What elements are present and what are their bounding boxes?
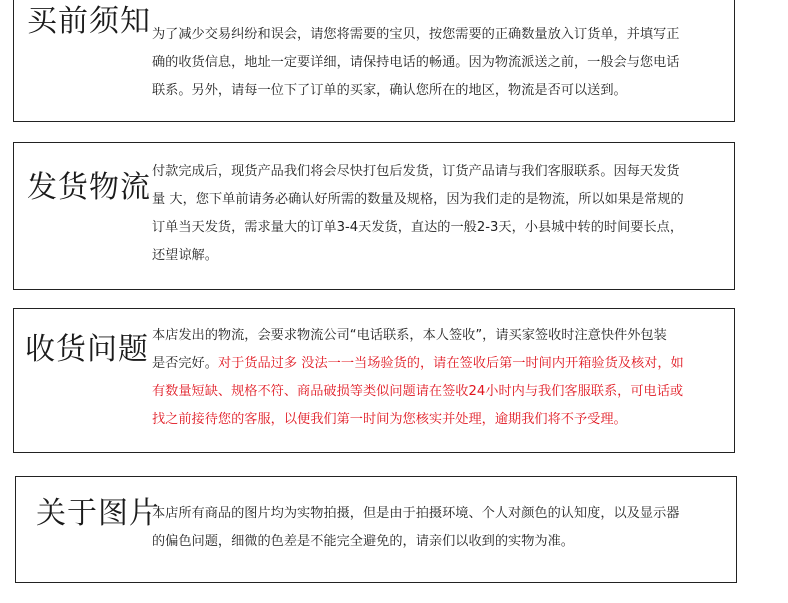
section-title: 收货问题 xyxy=(25,332,149,367)
warning-text: 对于货品过多 没法一一当场验货的，请在签收后第一时间内开箱验货及核对，如 xyxy=(217,356,684,371)
body-line: 为了减少交易纠纷和误会，请您将需要的宝贝，按您需要的正确数量放入订货单，并填写正 xyxy=(152,27,680,42)
warning-text: 找之前接待您的客服，以便我们第一时间为您核实并处理，逾期我们将不予受理。 xyxy=(152,412,627,427)
body-line: 量 大，您下单前请务必确认好所需的数量及规格，因为我们走的是物流，所以如果是常规的 xyxy=(152,192,684,207)
section-body xyxy=(152,500,732,556)
section-title: 买前须知 xyxy=(27,4,151,39)
body-line: 本店所有商品的图片均为实物拍摄，但是由于拍摄环境、个人对颜色的认知度，以及显示器 xyxy=(152,506,680,521)
section-body xyxy=(152,322,732,434)
section-title: 关于图片 xyxy=(36,496,160,531)
body-line: 订单当天发货，需求量大的订单3-4天发货，直达的一般2-3天，小县城中转的时间要长点， xyxy=(152,220,684,235)
body-line: 联系。另外，请每一位下了订单的买家，确认您所在的地区，物流是否可以送到。 xyxy=(152,83,627,98)
body-line: 付款完成后，现货产品我们将会尽快打包后发货，订货产品请与我们客服联系。因每天发货 xyxy=(152,164,680,179)
notice-box-about-images xyxy=(15,476,737,583)
notice-box-receiving xyxy=(13,308,735,453)
body-line xyxy=(152,350,732,378)
notice-box-shipping xyxy=(13,142,735,290)
body-line xyxy=(152,378,732,406)
body-line: 还望谅解。 xyxy=(152,248,218,263)
section-body xyxy=(152,158,730,270)
warning-text: 有数量短缺、规格不符、商品破损等类似问题请在签收24小时内与我们客服联系，可电话或 xyxy=(152,384,684,399)
body-line: 的偏色问题，细微的色差是不能完全避免的，请亲们以收到的实物为准。 xyxy=(152,534,574,549)
notice-box-before-purchase xyxy=(13,0,735,122)
body-line xyxy=(152,406,732,434)
section-body xyxy=(152,21,730,105)
body-line: 本店发出的物流，会要求物流公司“电话联系，本人签收”，请买家签收时注意快件外包装 xyxy=(152,328,667,343)
section-title: 发货物流 xyxy=(27,170,151,205)
body-text: 是否完好。 xyxy=(152,356,218,371)
body-line: 确的收货信息，地址一定要详细，请保持电话的畅通。因为物流派送之前，一般会与您电话 xyxy=(152,55,680,70)
